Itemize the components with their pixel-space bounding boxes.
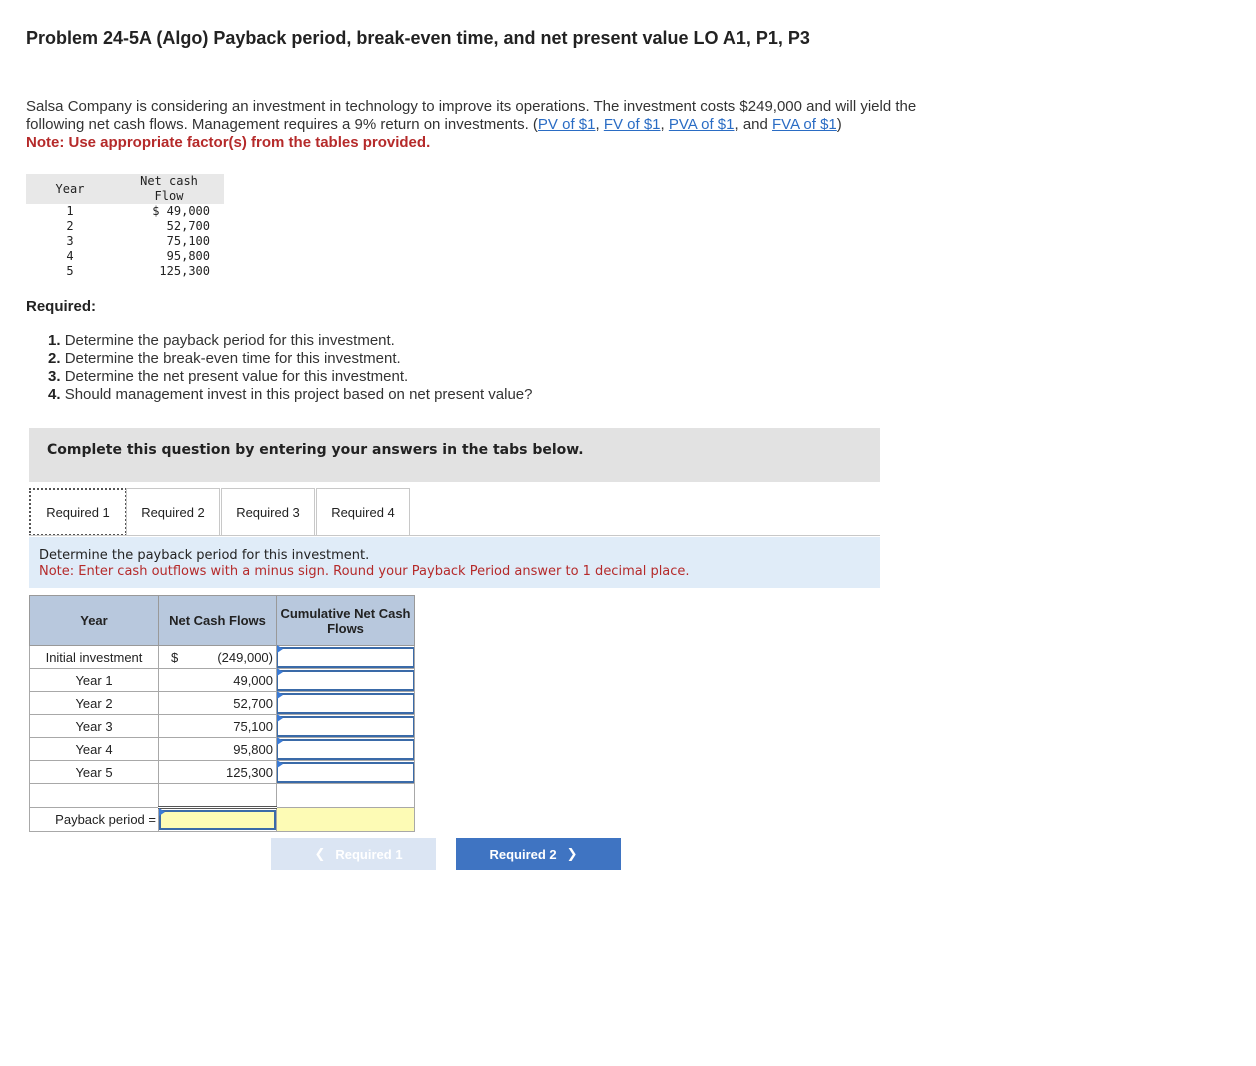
payback-table (29, 595, 415, 832)
header-cumulative-line2: Flows (327, 620, 364, 636)
cumulative-input[interactable] (277, 693, 414, 714)
net-cash-value: 49,000 (233, 673, 273, 688)
cumulative-input[interactable] (277, 670, 414, 691)
instruction-line-1: Determine the payback period for this investment. (39, 548, 370, 563)
next-button-label: Required 2 (489, 846, 557, 862)
payback-period-input[interactable] (159, 810, 276, 830)
cf-flow: 95,800 (166, 249, 210, 263)
required-item (48, 368, 533, 386)
problem-title: Problem 24-5A (Algo) Payback period, break-even time, and net present value LO A1, P1, P3 (26, 28, 810, 48)
instruction-note: Note: Enter cash outflows with a minus sign. Round your Payback Period answer to 1 decimal place. (39, 564, 690, 579)
row-label: Initial investment (30, 646, 159, 669)
cf-header-flow (114, 174, 224, 204)
cf-row (26, 204, 224, 219)
and-text: and (742, 116, 768, 133)
net-cash-value: 75,100 (233, 719, 273, 734)
pva-of-1-link[interactable]: PVA of $1 (668, 116, 735, 133)
cf-flow: 75,100 (166, 234, 210, 248)
table-row (30, 761, 415, 784)
table-row (30, 669, 415, 692)
tab-divider (29, 535, 880, 536)
next-required-2-button[interactable] (456, 838, 621, 870)
tab-required-2[interactable]: Required 2 (126, 488, 220, 535)
input-marker-icon (277, 691, 283, 699)
cf-year: 2 (66, 219, 74, 233)
input-marker-icon (277, 668, 283, 676)
required-item-number: 3. (48, 368, 61, 385)
row-label: Year 5 (30, 761, 159, 784)
empty-cell (159, 784, 277, 808)
cumulative-input[interactable] (277, 762, 414, 783)
required-item-text: Determine the payback period for this investment. (64, 332, 395, 349)
cumulative-cell (277, 715, 415, 738)
pv-of-1-link[interactable]: PV of $1 (537, 116, 596, 133)
problem-intro (26, 98, 986, 152)
net-cash-value: 125,300 (226, 765, 273, 780)
empty-cell (277, 784, 415, 808)
required-item (48, 350, 533, 368)
cumulative-input[interactable] (277, 716, 414, 737)
cf-year: 5 (66, 264, 74, 278)
input-marker-icon (277, 714, 283, 722)
empty-cell (30, 784, 159, 808)
cf-header-flow-line2: Flow (154, 189, 184, 203)
payback-label: Payback period = (30, 808, 159, 832)
cf-flow: $ 49,000 (152, 204, 210, 218)
row-label: Year 1 (30, 669, 159, 692)
net-cash-cell (159, 692, 277, 715)
intro-close-paren: ) (836, 116, 842, 133)
table-row (30, 738, 415, 761)
header-cumulative (277, 596, 415, 646)
net-cash-cell (159, 669, 277, 692)
payback-row (30, 808, 415, 832)
row-label: Year 3 (30, 715, 159, 738)
net-cash-cell (159, 715, 277, 738)
cf-flow: 52,700 (166, 219, 210, 233)
cf-row (26, 264, 224, 279)
net-cash-value: (249,000) (217, 650, 273, 665)
payback-cell (159, 808, 277, 832)
required-item-number: 1. (48, 332, 61, 349)
tab-required-3[interactable]: Required 3 (221, 488, 315, 535)
net-cash-value: 52,700 (233, 696, 273, 711)
required-list (48, 332, 533, 404)
header-year: Year (30, 596, 159, 646)
required-item-number: 2. (48, 350, 61, 367)
net-cash-cell (159, 646, 277, 669)
chevron-left-icon: ❮ (314, 846, 326, 861)
required-item-number: 4. (48, 386, 61, 403)
cumulative-cell (277, 692, 415, 715)
cf-row (26, 249, 224, 264)
row-label: Year 4 (30, 738, 159, 761)
cumulative-cell (277, 669, 415, 692)
net-cash-value: 95,800 (233, 742, 273, 757)
cumulative-cell (277, 761, 415, 784)
chevron-right-icon: ❯ (566, 846, 578, 861)
cumulative-cell (277, 738, 415, 761)
cf-header-year: Year (26, 174, 114, 204)
fv-of-1-link[interactable]: FV of $1 (603, 116, 661, 133)
cf-header-flow-line1: Net cash (140, 174, 198, 188)
required-item-text: Should management invest in this project based on net present value? (64, 386, 533, 403)
header-cumulative-line1: Cumulative Net Cash (280, 605, 411, 621)
prev-required-1-button[interactable] (271, 838, 436, 870)
tab-instructions (29, 537, 880, 588)
input-marker-icon (277, 645, 283, 653)
intro-note: Note: Use appropriate factor(s) from the tables provided. (26, 134, 431, 151)
cumulative-input[interactable] (277, 647, 414, 668)
prev-button-label: Required 1 (335, 846, 403, 862)
payback-unit-cell (277, 808, 415, 832)
input-marker-icon (277, 760, 283, 768)
header-net-cash-flows: Net Cash Flows (159, 596, 277, 646)
fva-of-1-link[interactable]: FVA of $1 (772, 116, 837, 133)
required-heading: Required: (26, 298, 97, 315)
table-row (30, 646, 415, 669)
net-cash-cell (159, 761, 277, 784)
required-item (48, 386, 533, 404)
table-row (30, 692, 415, 715)
table-row (30, 715, 415, 738)
required-item-text: Determine the break-even time for this investment. (64, 350, 401, 367)
intro-line-2: following net cash flows. Management requires a 9% return on investments. (PV of $1, FV of $1, PVA of $1, and FVA of $1) (26, 116, 842, 133)
cf-year: 3 (66, 234, 74, 248)
intro-line-2-text: following net cash flows. Management requires a 9% return on investments. ( (26, 116, 538, 133)
intro-line-1: Salsa Company is considering an investment in technology to improve its operations. The investment costs $249,000 and will yield the (26, 98, 917, 115)
row-label: Year 2 (30, 692, 159, 715)
cumulative-input[interactable] (277, 739, 414, 760)
input-marker-icon (159, 808, 165, 816)
cf-year: 1 (66, 204, 74, 218)
cf-flow: 125,300 (159, 264, 210, 278)
tab-required-1[interactable]: Required 1 (29, 488, 127, 536)
tab-required-4[interactable]: Required 4 (316, 488, 410, 535)
net-cash-flow-table (26, 174, 224, 279)
instructions-banner (29, 428, 880, 482)
net-cash-cell (159, 738, 277, 761)
required-item (48, 332, 533, 350)
spacer-row (30, 784, 415, 808)
dollar-sign: $ (171, 650, 179, 665)
required-item-text: Determine the net present value for this investment. (64, 368, 409, 385)
cumulative-cell (277, 646, 415, 669)
cf-year: 4 (66, 249, 74, 263)
cf-row (26, 219, 224, 234)
input-marker-icon (277, 737, 283, 745)
cf-row (26, 234, 224, 249)
banner-text: Complete this question by entering your answers in the tabs below. (47, 442, 584, 458)
